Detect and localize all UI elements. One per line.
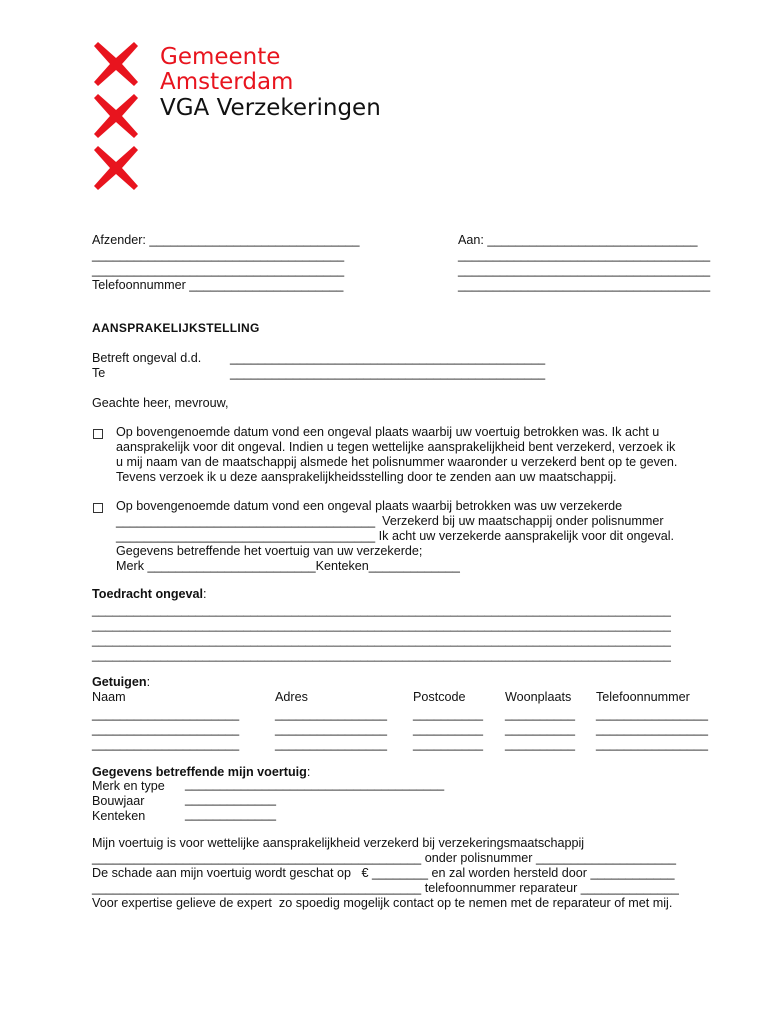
option-2-line[interactable]: _____________________________________ Verzekerd bij uw maatschappij onder polisnummer xyxy=(116,514,664,528)
getuige-telefoon-field[interactable]: ________________ xyxy=(596,707,709,721)
column-header-naam: Naam xyxy=(92,690,126,704)
toedracht-line[interactable]: ____________________________________________________________________________________ xyxy=(92,648,671,662)
getuige-naam-field[interactable]: _____________________ xyxy=(92,722,240,736)
column-header-woonplaats: Woonplaats xyxy=(505,690,572,704)
option-1-line: u mij naam van de maatschappij alsmede het polisnummer waaronder u verzekerd bent op te geven. xyxy=(116,455,678,469)
merk-type-label: Merk en type xyxy=(92,779,165,793)
kenteken-field[interactable]: _____________ xyxy=(185,807,277,821)
brand-line-amsterdam: Amsterdam xyxy=(160,69,294,95)
option-2-line[interactable]: _____________________________________ Ik acht uw verzekerde aansprakelijk voor dit ongeval. xyxy=(116,529,675,543)
merk-type-field[interactable]: _____________________________________ xyxy=(185,777,445,791)
te-label: Te xyxy=(92,366,106,380)
getuige-postcode-field[interactable]: __________ xyxy=(413,722,484,736)
kenteken-label: Kenteken xyxy=(92,809,146,823)
afzender-field[interactable]: Afzender: ______________________________ xyxy=(92,233,360,247)
column-header-adres: Adres xyxy=(275,690,308,704)
option-1-line: Tevens verzoek ik u deze aansprakelijkheidsstelling door te zenden aan uw maatschappij. xyxy=(116,470,617,484)
option-1-line: Op bovengenoemde datum vond een ongeval plaats waarbij uw voertuig betrokken was. Ik acht u xyxy=(116,425,660,439)
getuige-naam-field[interactable]: _____________________ xyxy=(92,737,240,751)
x-cross-icon xyxy=(94,146,138,190)
brand-line-vga: VGA Verzekeringen xyxy=(160,95,381,121)
aan-line-3[interactable]: ____________________________________ xyxy=(458,263,711,277)
getuige-naam-field[interactable]: _____________________ xyxy=(92,707,240,721)
option-2-checkbox[interactable] xyxy=(93,503,103,513)
option-2-merk-kenteken[interactable]: Merk ________________________Kenteken_____________ xyxy=(116,559,460,573)
getuige-adres-field[interactable]: ________________ xyxy=(275,722,388,736)
aan-line-2[interactable]: ____________________________________ xyxy=(458,248,711,262)
brand-line-gemeente: Gemeente xyxy=(160,44,281,70)
aan-field[interactable]: Aan: ______________________________ xyxy=(458,233,698,247)
betreft-date-field[interactable]: _____________________________________________ xyxy=(230,351,546,365)
getuige-adres-field[interactable]: ________________ xyxy=(275,737,388,751)
getuige-woonplaats-field[interactable]: __________ xyxy=(505,722,576,736)
option-1-checkbox[interactable] xyxy=(93,429,103,439)
getuige-postcode-field[interactable]: __________ xyxy=(413,737,484,751)
toedracht-line[interactable]: ____________________________________________________________________________________ xyxy=(92,618,671,632)
afzender-line-3[interactable]: ____________________________________ xyxy=(92,263,345,277)
closing-polisnummer-line[interactable]: _______________________________________________ onder polisnummer ____________________ xyxy=(92,851,677,865)
getuige-telefoon-field[interactable]: ________________ xyxy=(596,737,709,751)
closing-reparateur-line[interactable]: _______________________________________________ telefoonnummer reparateur ______________ xyxy=(92,881,679,895)
x-cross-icon xyxy=(94,42,138,86)
aan-line-4[interactable]: ____________________________________ xyxy=(458,278,711,292)
option-1-line: aansprakelijk voor dit ongeval. Indien u tegen wettelijke aansprakelijkheid bent verzekerd, verzoek ik xyxy=(116,440,676,454)
closing-schade-line[interactable]: De schade aan mijn voertuig wordt geschat op € ________ en zal worden hersteld door ____________ xyxy=(92,866,675,880)
getuige-adres-field[interactable]: ________________ xyxy=(275,707,388,721)
bouwjaar-label: Bouwjaar xyxy=(92,794,145,808)
bouwjaar-field[interactable]: _____________ xyxy=(185,792,277,806)
column-header-postcode: Postcode xyxy=(413,690,466,704)
afzender-line-2[interactable]: ____________________________________ xyxy=(92,248,345,262)
te-location-field[interactable]: _____________________________________________ xyxy=(230,366,546,380)
x-cross-icon xyxy=(94,94,138,138)
getuige-postcode-field[interactable]: __________ xyxy=(413,707,484,721)
betreft-label: Betreft ongeval d.d. xyxy=(92,351,202,365)
closing-line: Mijn voertuig is voor wettelijke aansprakelijkheid verzekerd bij verzekeringsmaatschappij xyxy=(92,836,585,850)
column-header-telefoonnummer: Telefoonnummer xyxy=(596,690,690,704)
telefoonnummer-field[interactable]: Telefoonnummer ______________________ xyxy=(92,278,344,292)
getuige-telefoon-field[interactable]: ________________ xyxy=(596,722,709,736)
getuige-woonplaats-field[interactable]: __________ xyxy=(505,737,576,751)
toedracht-line[interactable]: ____________________________________________________________________________________ xyxy=(92,603,671,617)
document-title: AANSPRAKELIJKSTELLING xyxy=(92,321,260,335)
option-2-line: Gegevens betreffende het voertuig van uw verzekerde; xyxy=(116,544,423,558)
getuigen-heading: Getuigen: xyxy=(92,675,151,689)
closing-expertise-line: Voor expertise gelieve de expert zo spoedig mogelijk contact op te nemen met de reparateur of met mij. xyxy=(92,896,673,910)
option-2-line: Op bovengenoemde datum vond een ongeval plaats waarbij betrokken was uw verzekerde xyxy=(116,499,623,513)
toedracht-heading: Toedracht ongeval: xyxy=(92,587,207,601)
getuige-woonplaats-field[interactable]: __________ xyxy=(505,707,576,721)
voertuig-heading: Gegevens betreffende mijn voertuig: xyxy=(92,765,311,779)
salutation: Geachte heer, mevrouw, xyxy=(92,396,229,410)
toedracht-line[interactable]: ____________________________________________________________________________________ xyxy=(92,633,671,647)
